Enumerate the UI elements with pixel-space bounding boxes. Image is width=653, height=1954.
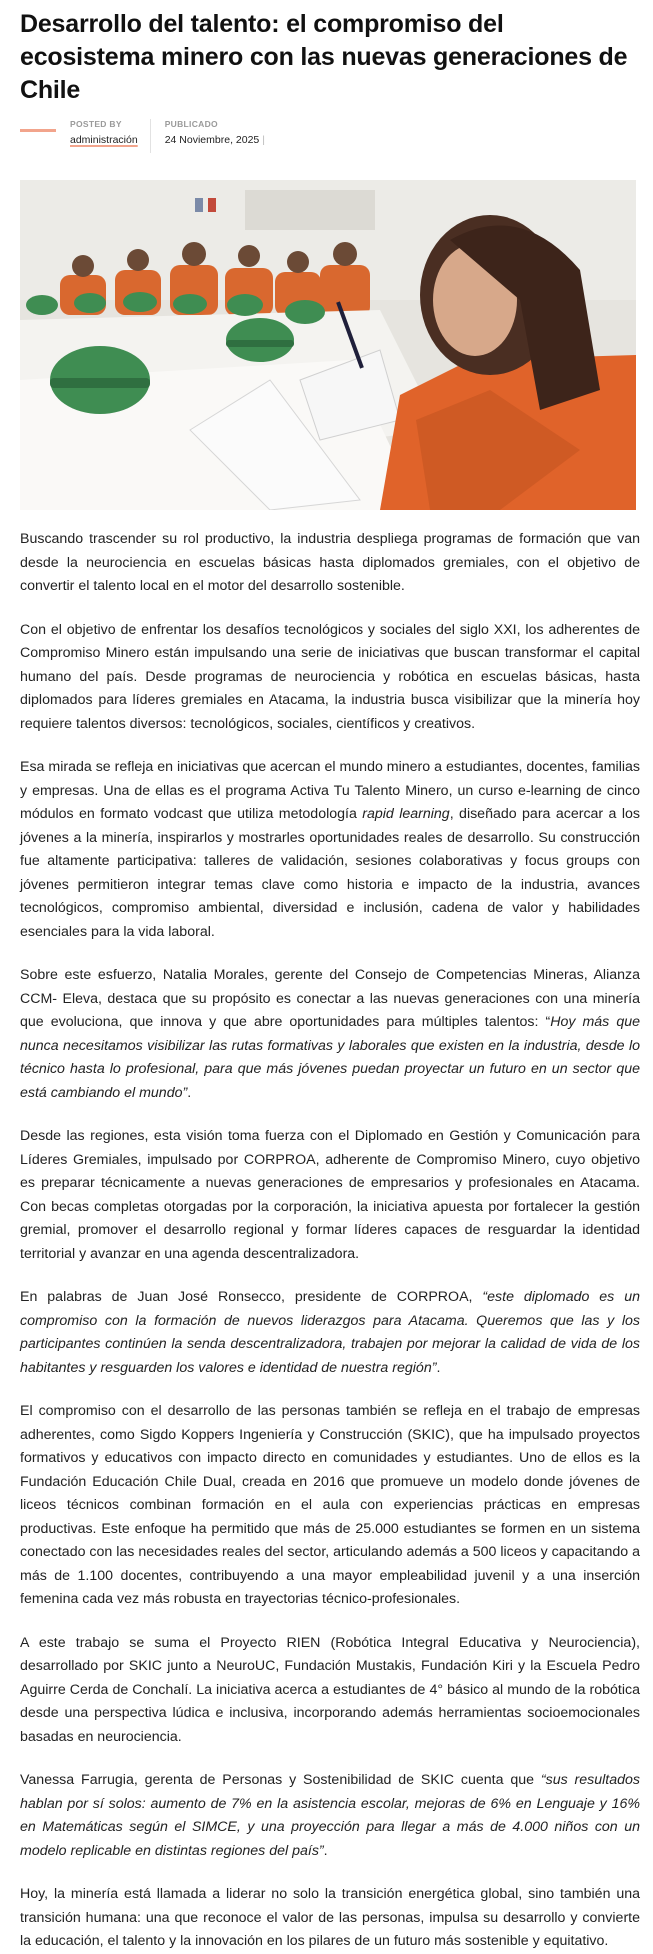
paragraph-3-emphasis: rapid learning xyxy=(362,806,450,822)
paragraph-9-quote: “sus resultados hablan por sí solos: aumento de 7% en la asistencia escolar, mejoras de 6% en Lenguaje y 16% en Matemáticas según el SIMCE, y una proyección para llegar a más de 4.000 niños con un modelo replicable en distintas regiones del país” xyxy=(20,1772,640,1859)
paragraph-5-text: Desde las regiones, esta visión toma fuerza con el Diplomado en Gestión y Comunicación para Líderes Gremiales, impulsado por CORPROA, adherente de Compromiso Minero, cuyo objetivo es preparar técnicamente a nuevas generaciones de empresarios y profesionales en Atacama. Con becas completas otorgadas por la corporación, la iniciativa apuesta por fortalecer la gestión gremial, promover el desarrollo regional y formar líderes capaces de resguardar la identidad territorial y avanzar en una agenda descentralizadora. xyxy=(20,1128,640,1262)
article-meta xyxy=(20,119,635,159)
paragraph-8-text: A este trabajo se suma el Proyecto RIEN (Robótica Integral Educativa y Neurociencia), desarrollado por SKIC junto a NeuroUC, Fundación Mustakis, Fundación Kiri y la Escuela Pedro Aguirre Cerda de Conchalí. La iniciativa acerca a estudiantes de 4° básico al mundo de la robótica desde una perspectiva lúdica e inclusiva, incorporando además herramientas socioemocionales basadas en neurociencia. xyxy=(20,1634,640,1745)
publish-date-text: 24 Noviembre, 2025 xyxy=(164,134,260,146)
paragraph-10-text: Hoy, la minería está llamada a liderar no solo la transición energética global, sino también una transición humana: una que reconoce el valor de las personas, impulsa su desarrollo y convierte la educación, el talento y la innovación en los pilares de un futuro más sostenible y equitativo. xyxy=(20,1886,640,1949)
paragraph-6-pre: En palabras de Juan José Ronsecco, presidente de CORPROA, xyxy=(20,1289,483,1305)
paragraph-2 xyxy=(20,619,640,737)
paragraph-1-text: Buscando trascender su rol productivo, la industria despliega programas de formación que van desde la neurociencia en escuelas básicas hasta diplomados gremiales, con el objetivo de convertir el talento local en el motor del desarrollo sostenible. xyxy=(20,531,640,594)
accent-line xyxy=(20,129,56,132)
paragraph-9-post: . xyxy=(323,1842,328,1859)
author-block xyxy=(70,119,138,146)
paragraph-4 xyxy=(20,964,640,1105)
paragraph-7-text: El compromiso con el desarrollo de las personas también se refleja en el trabajo de empresas adherentes, como Sigdo Koppers Ingeniería y Construcción (SKIC), que ha impulsado proyectos formativos y educativos con impacto directo en comunidades y estudiantes. Uno de ellos es la Fundación Educación Chile Dual, creada en 2016 que promueve un modelo donde jóvenes de liceos técnicos combinan formación en el aula con experiencias prácticas en empresas productivas. Este enfoque ha permitido que más de 25.000 estudiantes se formen en un sistema conectado con las necesidades reales del sector, articulando además a 500 liceos y capacitando a más de 1.100 docentes, contribuyendo a una mayor empleabilidad juvenil y a una inserción femenina cada vez más robusta en trayectorias técnico-profesionales. xyxy=(20,1403,640,1607)
meta-divider xyxy=(150,119,151,153)
paragraph-9-pre: Vanessa Farrugia, gerenta de Personas y Sostenibilidad de SKIC cuenta que xyxy=(20,1772,541,1788)
paragraph-6-post: . xyxy=(436,1359,441,1376)
paragraph-4-post: . xyxy=(187,1084,192,1101)
hero-image xyxy=(20,180,636,510)
paragraph-2-text: Con el objetivo de enfrentar los desafíos tecnológicos y sociales del siglo XXI, los adherentes de Compromiso Minero están impulsando una serie de iniciativas que buscan transformar el capital humano del país. Desde programas de neurociencia y robótica en escuelas básicas, hasta diplomados para líderes gremiales en Atacama, la industria busca visibilizar que la minería hoy requiere talentos diversos: tecnológicos, sociales, científicos y creativos. xyxy=(20,621,640,732)
article-body xyxy=(20,528,640,1954)
author-link[interactable]: administración xyxy=(70,134,138,146)
paragraph-8 xyxy=(20,1632,640,1750)
date-pipe: | xyxy=(262,134,265,146)
date-block xyxy=(165,119,265,146)
paragraph-4-pre: Sobre este esfuerzo, Natalia Morales, gerente del Consejo de Competencias Mineras, Alianza CCM- Eleva, destaca que su propósito es conectar a las nuevas generaciones con una minería que evoluciona, que innova y que abre oportunidades para múltiples talentos: “ xyxy=(20,967,640,1030)
published-label: PUBLICADO xyxy=(164,119,218,129)
classroom-photo-icon xyxy=(20,180,636,510)
paragraph-7 xyxy=(20,1400,640,1612)
paragraph-5 xyxy=(20,1125,640,1266)
paragraph-1 xyxy=(20,528,640,599)
paragraph-3-pre: Esa mirada se refleja en iniciativas que acercan el mundo minero a estudiantes, docentes, familias y empresas. Una de ellas es el programa Activa Tu Talento Minero, un curso e-learning de cinco módulos en formato vodcast que utiliza metodología xyxy=(20,759,640,822)
publish-date xyxy=(165,134,265,146)
paragraph-9 xyxy=(20,1769,640,1863)
paragraph-3 xyxy=(20,756,640,944)
paragraph-4-quote: Hoy más que nunca necesitamos visibilizar las rutas formativas y laborales que existen en la industria, desde lo técnico hasta lo profesional, para que más jóvenes puedan proyectar un futuro en un sector que está cambiando el mundo” xyxy=(20,1014,640,1101)
paragraph-6-quote: “este diplomado es un compromiso con la formación de nuevos liderazgos para Atacama. Queremos que las y los participantes continúen la senda descentralizadora, trabajen por mejorar la calidad de vida de los habitantes y resguarden los valores e identidad de nuestra región” xyxy=(20,1289,640,1376)
posted-by-label: POSTED BY xyxy=(70,119,122,129)
article-title: Desarrollo del talento: el compromiso del ecosistema minero con las nuevas generaciones de Chile xyxy=(20,10,628,104)
paragraph-3-post: , diseñado para acercar a los jóvenes a la minería, inspirarlos y mostrarles oportunidades reales de desarrollo. Su construcción fue altamente participativa: talleres de validación, sesiones colaborativas y focus groups con jóvenes permitieron integrar temas clave como historia e impacto de la industria, avances tecnológicos, compromiso ambiental, diversidad e inclusión, cadena de valor y habilidades esenciales para la vida laboral. xyxy=(20,806,640,940)
paragraph-6 xyxy=(20,1286,640,1380)
